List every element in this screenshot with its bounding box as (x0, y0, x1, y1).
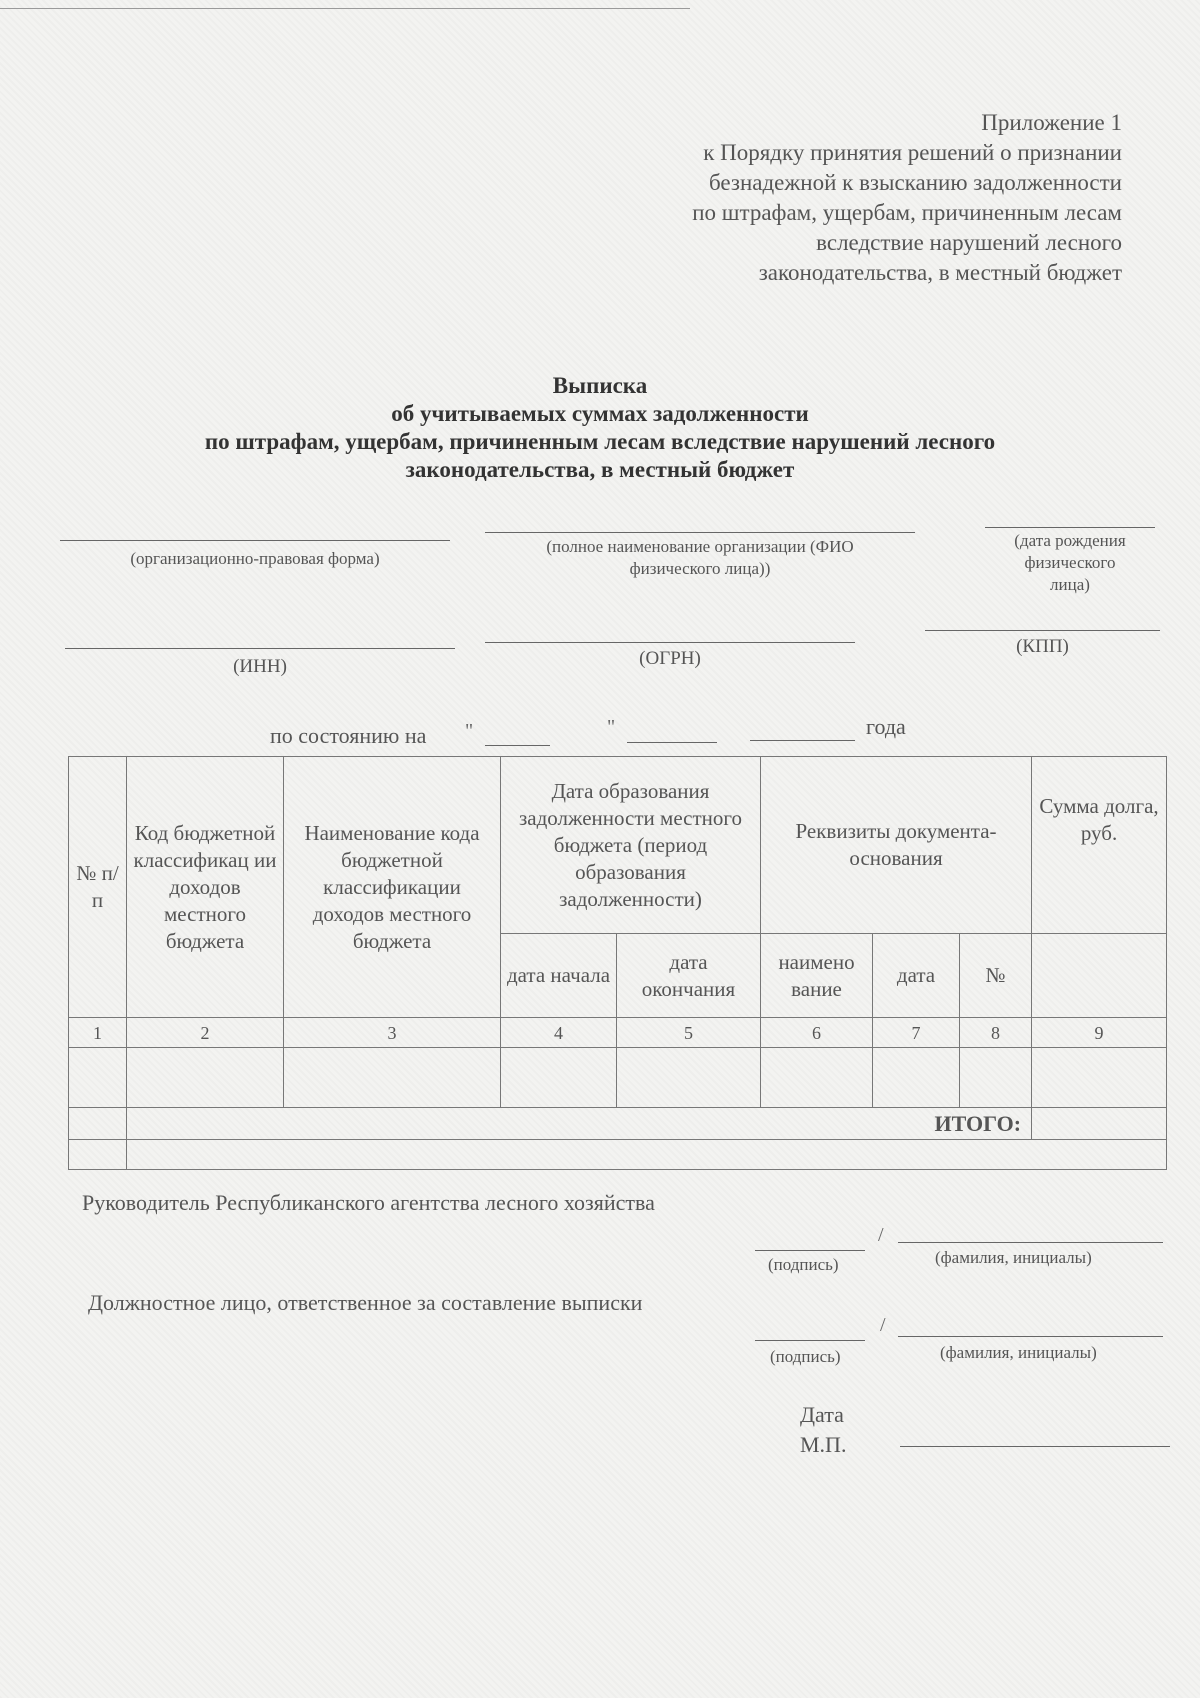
as-of-month-line[interactable] (627, 742, 717, 743)
total-blank-cell (69, 1108, 127, 1140)
head-name-line[interactable] (898, 1242, 1163, 1243)
head-role-label: Руководитель Республиканского агентства лесного хозяйства (82, 1190, 655, 1215)
ogrn-caption: (ОГРН) (639, 648, 701, 669)
title-line-2: об учитываемых суммах задолженности (391, 401, 809, 426)
as-of-label: по состоянию на (270, 723, 427, 748)
date-stamp-block (800, 1400, 846, 1460)
cell-num[interactable] (69, 1048, 127, 1108)
org-name-caption-line-1: (полное наименование организации (ФИО (546, 537, 854, 556)
kpp-caption: (КПП) (1016, 636, 1069, 657)
col-number-6: 6 (761, 1018, 873, 1048)
as-of-year-line[interactable] (750, 740, 855, 741)
official-name-line[interactable] (898, 1336, 1163, 1337)
kpp-line[interactable] (925, 630, 1160, 631)
col-number-5: 5 (617, 1018, 761, 1048)
col-number-9: 9 (1032, 1018, 1167, 1048)
header-document-number: № (960, 934, 1032, 1018)
date-label: Дата (800, 1402, 844, 1427)
total-sum-cell[interactable] (1032, 1108, 1167, 1140)
appendix-line-5: вследствие нарушений лесного (816, 230, 1122, 255)
appendix-line-4: по штрафам, ущербам, причиненным лесам (692, 200, 1122, 225)
total-extra-row (69, 1140, 1167, 1170)
appendix-line-2: к Порядку принятия решений о признании (703, 140, 1122, 165)
org-form-caption: (организационно-правовая форма) (130, 549, 380, 568)
appendix-line-1: Приложение 1 (981, 110, 1122, 135)
org-form-line[interactable] (60, 540, 450, 541)
official-role-label: Должностное лицо, ответственное за составление выписки (88, 1290, 643, 1315)
official-signature-line[interactable] (755, 1340, 865, 1341)
cell-budget-code[interactable] (127, 1048, 284, 1108)
col-number-7: 7 (873, 1018, 960, 1048)
title-line-4: законодательства, в местный бюджет (405, 457, 795, 482)
inn-line[interactable] (65, 648, 455, 649)
header-document-requisites: Реквизиты документа-основания (761, 757, 1032, 934)
date-line[interactable] (900, 1446, 1170, 1447)
extra-wide-cell (127, 1140, 1167, 1170)
head-slash: / (878, 1224, 884, 1246)
title-line-1: Выписка (552, 373, 648, 398)
birth-date-line[interactable] (985, 527, 1155, 528)
header-debt-date: Дата образования задолженности местного бюджета (период образования задолженности) (501, 757, 761, 934)
header-date-end: дата окончания (617, 934, 761, 1018)
org-name-line[interactable] (485, 532, 915, 533)
header-budget-code: Код бюджетной классификац ии доходов местного бюджета (127, 757, 284, 1018)
birth-date-caption (985, 530, 1155, 596)
inn-caption: (ИНН) (233, 656, 287, 677)
header-date-start: дата начала (501, 934, 617, 1018)
col-number-4: 4 (501, 1018, 617, 1048)
top-border-line (0, 8, 690, 9)
cell-document-date[interactable] (873, 1048, 960, 1108)
header-code-name: Наименование кода бюджетной классификации доходов местного бюджета (284, 757, 501, 1018)
col-number-2: 2 (127, 1018, 284, 1048)
official-slash: / (880, 1314, 886, 1336)
ogrn-line[interactable] (485, 642, 855, 643)
total-row (69, 1108, 1167, 1140)
appendix-header (602, 108, 1122, 288)
header-sum-blank (1032, 934, 1167, 1018)
birth-caption-line-3: лица) (1050, 575, 1090, 594)
cell-debt-sum[interactable] (1032, 1048, 1167, 1108)
header-document-name: наимено вание (761, 934, 873, 1018)
debt-table (68, 756, 1167, 1170)
cell-document-number[interactable] (960, 1048, 1032, 1108)
head-signature-line[interactable] (755, 1250, 865, 1251)
head-name-caption: (фамилия, инициалы) (935, 1248, 1092, 1267)
cell-date-start[interactable] (501, 1048, 617, 1108)
col-number-8: 8 (960, 1018, 1032, 1048)
birth-caption-line-1: (дата рождения (1014, 531, 1126, 550)
document-title (100, 372, 1100, 484)
head-signature-caption: (подпись) (768, 1255, 839, 1274)
header-debt-sum: Сумма долга, руб. (1032, 757, 1167, 934)
as-of-quote-close: " (607, 716, 616, 738)
cell-date-end[interactable] (617, 1048, 761, 1108)
col-number-3: 3 (284, 1018, 501, 1048)
as-of-year-label: года (866, 714, 906, 739)
cell-document-name[interactable] (761, 1048, 873, 1108)
stamp-label: М.П. (800, 1432, 847, 1457)
title-line-3: по штрафам, ущербам, причиненным лесам вследствие нарушений лесного (204, 429, 996, 454)
total-label: ИТОГО: (127, 1108, 1032, 1140)
header-num: № п/п (69, 757, 127, 1018)
col-number-1: 1 (69, 1018, 127, 1048)
as-of-quote-open: " (465, 720, 474, 742)
header-document-date: дата (873, 934, 960, 1018)
birth-caption-line-2: физического (1024, 553, 1116, 572)
official-signature-caption: (подпись) (770, 1347, 841, 1366)
as-of-day-line[interactable] (485, 745, 550, 746)
extra-blank-cell (69, 1140, 127, 1170)
org-name-caption-line-2: физического лица)) (629, 559, 771, 578)
official-name-caption: (фамилия, инициалы) (940, 1343, 1097, 1362)
appendix-line-6: законодательства, в местный бюджет (758, 260, 1122, 285)
cell-code-name[interactable] (284, 1048, 501, 1108)
table-row (69, 1048, 1167, 1108)
org-name-caption (485, 536, 915, 580)
appendix-line-3: безнадежной к взысканию задолженности (708, 170, 1122, 195)
